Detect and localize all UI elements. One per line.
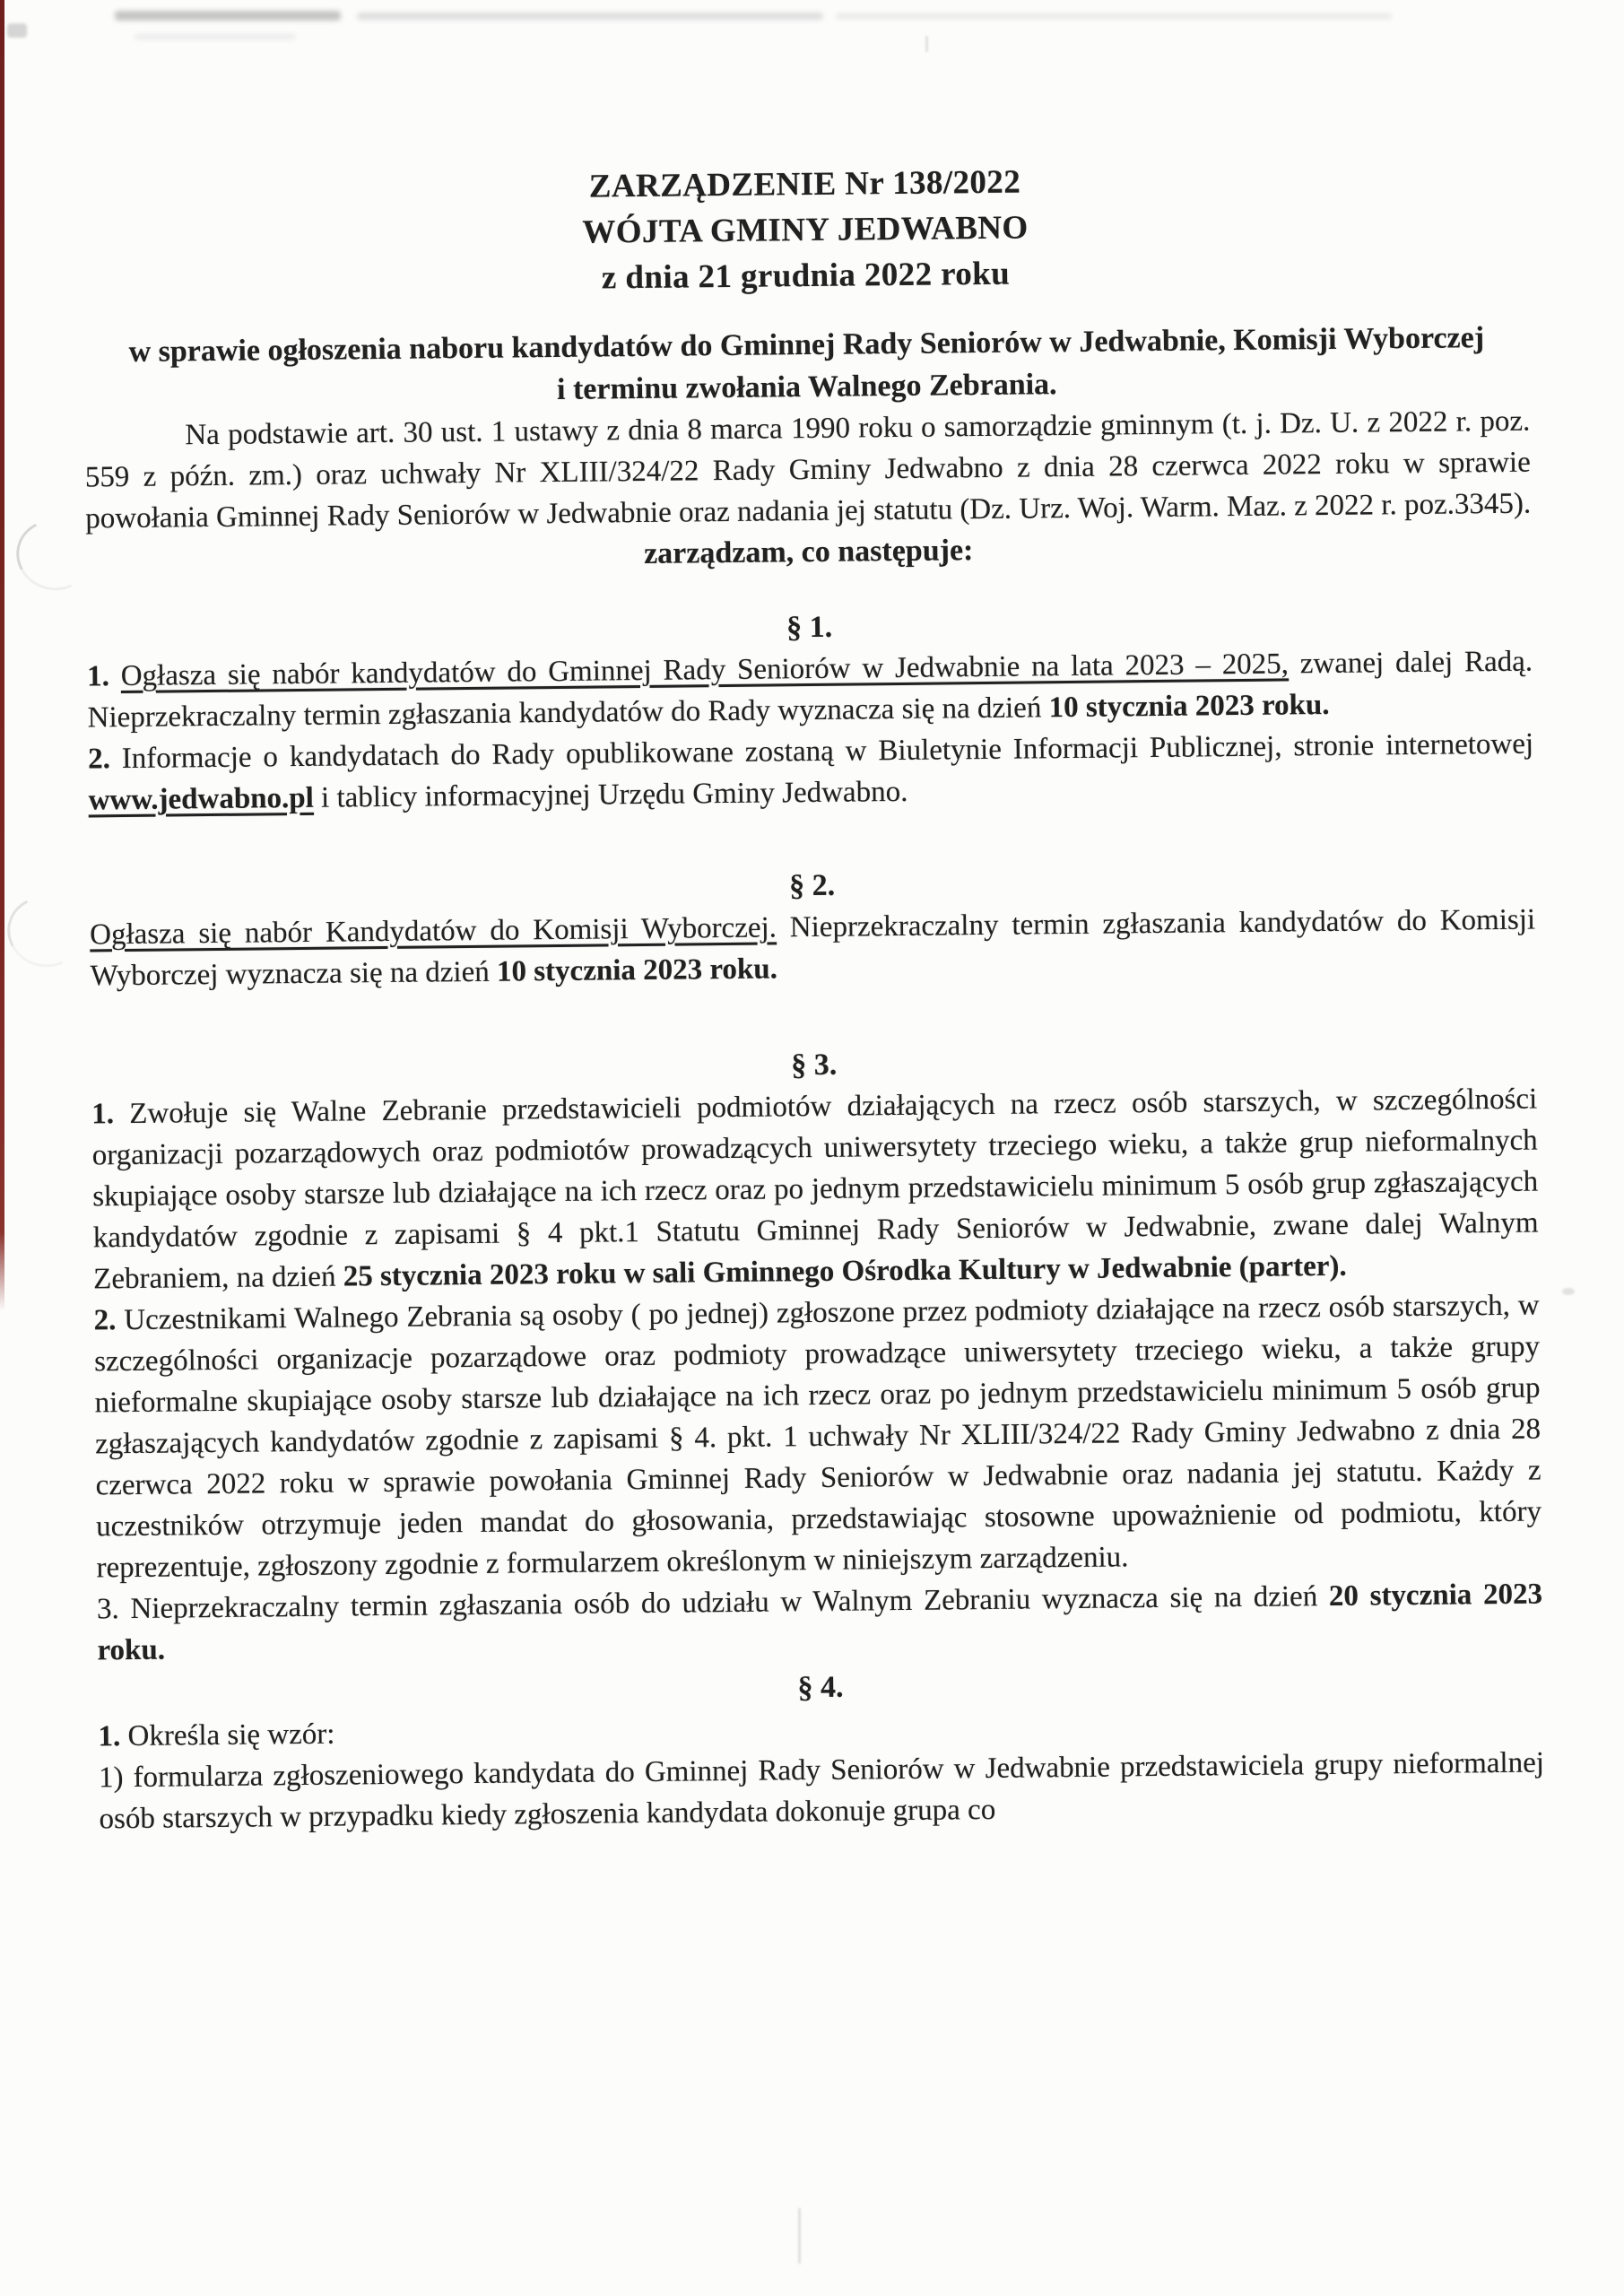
issuing-authority: WÓJTA GMINY JEDWABNO <box>582 209 1029 251</box>
point-number: 2. <box>93 1304 117 1337</box>
point-number: 2. <box>87 743 111 776</box>
subject-line: w sprawie ogłoszenia naboru kandydatów do Gminnej Rady Seniorów w Jedwabnie, Komisji Wyborczej i terminu zwołania Walnego Zebrania. <box>128 321 1485 406</box>
scan-bottom-mark <box>798 2208 801 2264</box>
point-number: 3. <box>96 1593 119 1626</box>
scan-speck <box>7 23 27 38</box>
section-2-heading: § 2. <box>788 868 836 903</box>
underlined-announcement: Ogłasza się nabór Kandydatów do Komisji Wyborczej. <box>89 911 777 952</box>
section-4-subpoint-1: 1) formularza zgłoszeniowego kandydata do Gminnej Rady Seniorów w Jedwabnie przedstawiciela grupy nieformalnej osób starszych w przypadku kiedy zgłoszenia kandydata dokonuje grupa co <box>98 1746 1545 1836</box>
underlined-announcement: Ogłasza się nabór kandydatów do Gminnej Rady Seniorów w Jedwabnie na lata 2023 – 2025, <box>120 648 1290 693</box>
section-1-point-2 <box>88 724 1534 822</box>
point-text: Informacje o kandydatach do Rady opublikowane zostaną w Biuletynie Informacji Publicznej, stronie internetowej <box>121 727 1534 776</box>
section-1-point-1 <box>87 641 1533 739</box>
deadline-date: 20 stycznia 2023 roku. <box>97 1578 1543 1667</box>
ordain-clause: zarządzam, co następuje: <box>643 534 974 570</box>
point-text: Uczestnikami Walnego Zebrania są osoby ( po jednej) zgłoszone przez podmioty działające na rzecz osób starszych, w szczególności organizacje pozarządowe oraz podmioty prowadzące uniwersytety trzeciego wieku, a także grupy nieformalne skupiające osoby starsze lub działające na ich rzecz oraz po jednym przedstawicielu minimum 5 osób grup zgłaszających kandydatów zgodnie z zapisami § 4. pkt. 1 uchwały Nr XLIII/324/22 Rady Gminy Jedwabno z dnia 28 czerwca 2022 roku w sprawie powołania Gminnej Rady Seniorów w Jedwabnie oraz nadania jej statutu. Każdy z uczestników otrzymuje jeden mandat do głosowania, przedstawiając stosowne upoważnienie od podmiotu, który reprezentuje, zgłoszony zgodnie z formularzem określonym w niniejszym zarządzeniu. <box>93 1289 1542 1585</box>
point-number: 1. <box>98 1720 121 1753</box>
ordinance-number: ZARZĄDZENIE Nr 138/2022 <box>588 163 1021 205</box>
meeting-date-location: 25 stycznia 2023 roku w sali Gminnego Ośrodka Kultury w Jedwabnie (parter). <box>343 1249 1347 1293</box>
section-3-point-2 <box>93 1285 1541 1589</box>
scan-left-edge-artifact <box>0 0 4 1311</box>
document-body <box>80 0 1544 1839</box>
scan-speck <box>1562 1288 1575 1295</box>
point-text: Nieprzekraczalny termin zgłaszania osób do udziału w Walnym Zebraniu wyznacza się na dzień <box>130 1580 1318 1626</box>
section-3-heading: § 3. <box>791 1048 838 1083</box>
point-text: i tablicy informacyjnej Urzędu Gminy Jedwabno. <box>320 775 908 814</box>
paragraph-text: Nieprzekraczalny termin zgłaszania kandydatów do Komisji Wyborczej wyznacza się na dzień <box>90 903 1536 993</box>
point-text: Zwołuje się Walne Zebranie przedstawicieli podmiotów działających na rzecz osób starszych, w szczególności organizacji pozarządowych oraz podmiotów prowadzących uniwersytety trzeciego wieku, a także grup nieformalnych skupiające osoby starsze lub działające na ich rzecz oraz po jednym przedstawicielu minimum 5 osób grup zgłaszających kandydatów zgodnie z zapisami § 4 pkt.1 Statutu Gminnej Rady Seniorów w Jedwabnie, zwane dalej Walnym Zebraniem, na dzień <box>91 1083 1539 1296</box>
point-number: 1. <box>91 1098 115 1131</box>
deadline-date: 10 stycznia 2023 roku. <box>496 952 778 988</box>
point-number: 1. <box>86 660 110 693</box>
deadline-date: 10 stycznia 2023 roku. <box>1048 688 1330 725</box>
ordinance-header <box>82 154 1529 307</box>
website-url: www.jedwabno.pl <box>88 781 315 817</box>
punch-hole-shadow <box>0 887 91 977</box>
section-4-heading: § 4. <box>797 1670 844 1705</box>
section-1-heading: § 1. <box>786 610 833 645</box>
ordinance-date: z dnia 21 grudnia 2022 roku <box>601 255 1011 297</box>
section-2-paragraph <box>90 900 1536 997</box>
point-text: Określa się wzór: <box>127 1718 335 1753</box>
point-text: zwanej dalej Radą. Nieprzekraczalny termin zgłaszania kandydatów do Rady wyznacza się na dzień <box>87 645 1533 735</box>
section-3-point-3 <box>97 1574 1543 1672</box>
section-3-point-1 <box>91 1079 1539 1300</box>
legal-basis-paragraph: Na podstawie art. 30 ust. 1 ustawy z dnia 8 marca 1990 roku o samorządzie gminnym (t. j. Dz. U. z 2022 r. poz. 559 z późn. zm.) oraz uchwały Nr XLIII/324/22 Rady Gminy Jedwabno z dnia 28 czerwca 2022 roku w sprawie powołania Gminnej Rady Seniorów w Jedwabnie oraz nadania jej statutu (Dz. Urz. Woj. Warm. Maz. z 2022 r. poz.3345). <box>84 404 1532 535</box>
